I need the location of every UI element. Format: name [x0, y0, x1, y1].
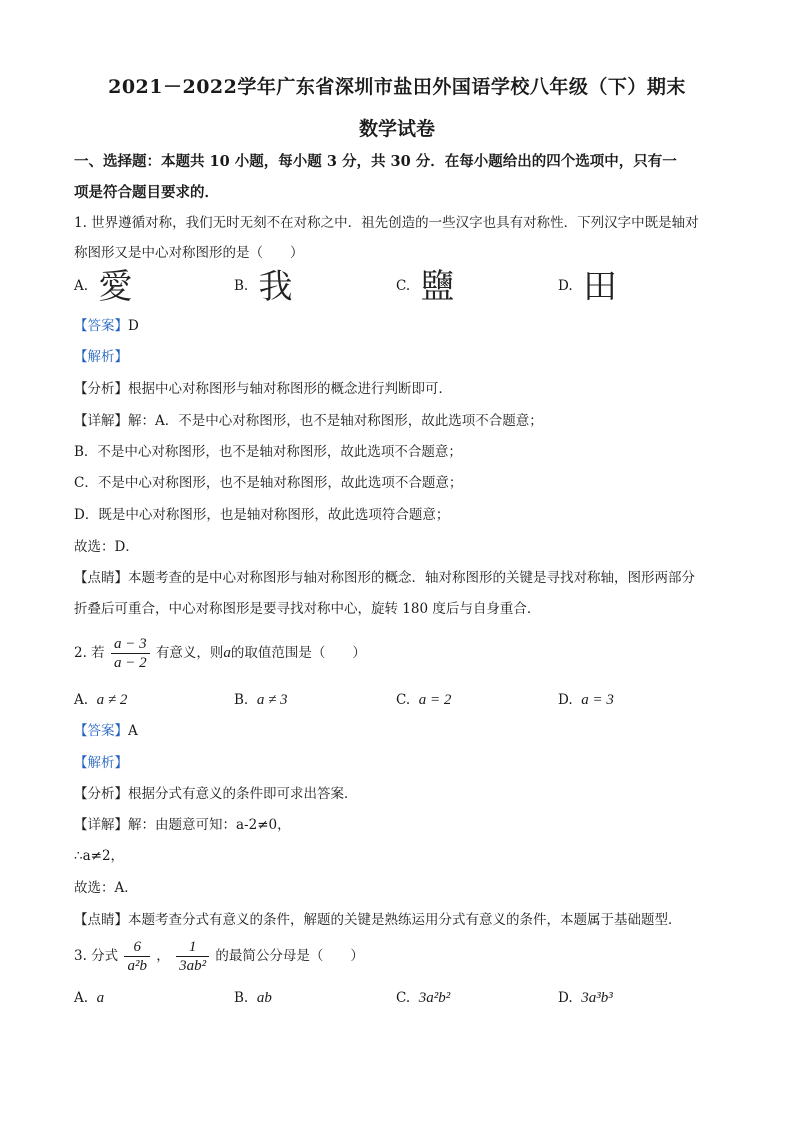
option-label: C.: [396, 990, 411, 1006]
q2-comment: [74, 910, 682, 930]
q1-option-b-glyph: 我: [258, 266, 293, 307]
q3-stem: [74, 936, 364, 976]
detail-tag: 【详解】: [74, 817, 128, 833]
option-label: D.: [558, 278, 573, 294]
q3-fraction-1: [124, 938, 150, 975]
q1-option-a: [74, 266, 133, 307]
q3-fraction-2-denominator: 3ab²: [179, 958, 207, 974]
q1-answer: [74, 316, 139, 336]
option-label: B.: [234, 692, 249, 708]
detail-tag: 【详解】: [74, 413, 128, 429]
q1-detail-d: D．既是中心对称图形，也是轴对称图形，故此选项符合题意；: [74, 507, 450, 523]
comment-text: 本题考查的是中心对称图形与轴对称图形的概念．轴对称图形的关键是寻找对称轴，图形两部分: [128, 570, 695, 586]
q1-option-d: [558, 266, 617, 307]
q1-option-a-glyph: 愛: [98, 266, 133, 307]
q2-fraction-denominator: a − 2: [113, 655, 147, 671]
option-expr: a = 2: [418, 692, 452, 708]
q1-comment-line1: [74, 568, 695, 588]
section-heading-line2: 项是符合题目要求的．: [74, 184, 219, 201]
exam-title-line2: 数学试卷: [358, 118, 435, 140]
q1-detail-b: B．不是中心对称图形，也不是轴对称图形，故此选项不合题意；: [74, 444, 462, 460]
q3-prefix: 3. 分式: [74, 948, 119, 964]
q1-option-c: [396, 266, 455, 307]
q3-option-a: [74, 988, 104, 1008]
q3-fraction-2-numerator: 1: [176, 938, 209, 957]
q1-option-d-glyph: 田: [582, 266, 617, 307]
q3-suffix: 的最简公分母是（ ）: [215, 948, 364, 964]
option-expr: 3a²b²: [418, 990, 451, 1006]
fenxi-tag: 【分析】: [74, 381, 128, 397]
exam-title-line1: 2021－2022学年广东省深圳市盐田外国语学校八年级（下）期末: [108, 76, 686, 98]
q1-fenxi: [74, 379, 452, 399]
q1-option-c-glyph: 鹽: [420, 266, 455, 307]
q2-choose: 故选：A．: [74, 880, 138, 896]
option-label: B.: [234, 278, 249, 294]
q3-option-b: [234, 988, 272, 1008]
q2-suffix: 的取值范围是（ ）: [230, 645, 366, 661]
fenxi-text: 根据中心对称图形与轴对称图形的概念进行判断即可．: [128, 381, 452, 397]
option-label: C.: [396, 278, 411, 294]
comment-tag: 【点睛】: [74, 912, 128, 928]
q2-option-c: [396, 690, 451, 710]
option-label: C.: [396, 692, 411, 708]
option-label: D.: [558, 990, 573, 1006]
q2-mid: 有意义，则: [155, 645, 224, 661]
fenxi-tag: 【分析】: [74, 786, 128, 802]
q2-option-d: [558, 690, 614, 710]
q2-therefore: ∴a≠2，: [74, 848, 125, 864]
answer-tag: 【答案】: [74, 723, 128, 739]
detail-text: 解：A．不是中心对称图形，也不是轴对称图形，故此选项不合题意；: [128, 413, 543, 429]
q2-detail: [74, 815, 291, 835]
q2-fraction: [111, 635, 150, 672]
q2-option-a: [74, 690, 127, 710]
option-expr: a: [96, 990, 105, 1006]
option-expr: 3a³b³: [581, 990, 613, 1006]
q1-option-b: [234, 266, 293, 307]
answer-value: A: [128, 723, 138, 739]
option-expr: ab: [256, 990, 272, 1006]
comment-tag: 【点睛】: [74, 570, 128, 586]
section-heading-line1: 一、选择题：本题共 10 小题，每小题 3 分，共 30 分．在每小题给出的四个选项中，只有一: [74, 153, 677, 170]
option-expr: a = 3: [581, 692, 614, 708]
option-label: B.: [234, 990, 249, 1006]
q1-detail-c: C．不是中心对称图形，也不是轴对称图形，故此选项不合题意；: [74, 475, 463, 491]
q1-stem-line1: 1. 世界遵循对称，我们无时无刻不在对称之中．祖先创造的一些汉字也具有对称性．下列汉字中既是轴对: [74, 215, 699, 231]
q2-var: a: [223, 645, 231, 661]
q2-fenxi: [74, 784, 358, 804]
detail-text: 解：由题意可知：a-2≠0，: [128, 817, 291, 833]
q3-fraction-2: [176, 938, 209, 975]
q3-fraction-1-denominator: a²b: [127, 958, 147, 974]
option-label: A.: [74, 990, 89, 1006]
option-label: D.: [558, 692, 573, 708]
q2-fraction-numerator: a − 3: [111, 635, 150, 654]
q2-answer: [74, 721, 138, 741]
q1-detail-a: [74, 411, 543, 431]
option-expr: a ≠ 2: [96, 692, 128, 708]
answer-tag: 【答案】: [74, 318, 128, 334]
q2-analysis-tag: 【解析】: [74, 755, 128, 771]
option-label: A.: [74, 278, 89, 294]
option-label: A.: [74, 692, 89, 708]
q2-option-b: [234, 690, 288, 710]
comment-text: 本题考查分式有意义的条件，解题的关键是熟练运用分式有意义的条件，本题属于基础题型．: [128, 912, 682, 928]
q1-stem-line2: 称图形又是中心对称图形的是（ ）: [74, 245, 304, 261]
q3-fraction-1-numerator: 6: [124, 938, 150, 957]
option-expr: a ≠ 3: [256, 692, 288, 708]
fenxi-text: 根据分式有意义的条件即可求出答案．: [128, 786, 358, 802]
q3-separator: ，: [156, 948, 170, 964]
answer-value: D: [128, 318, 139, 334]
q3-option-d: [558, 988, 613, 1008]
q2-stem: [74, 633, 366, 673]
q3-option-c: [396, 988, 450, 1008]
q2-prefix: 2. 若: [74, 645, 105, 661]
q1-choose: 故选：D．: [74, 539, 139, 555]
q1-analysis-tag: 【解析】: [74, 349, 128, 365]
q1-comment-line2: 折叠后可重合，中心对称图形是要寻找对称中心，旋转 180 度后与自身重合．: [74, 601, 541, 617]
